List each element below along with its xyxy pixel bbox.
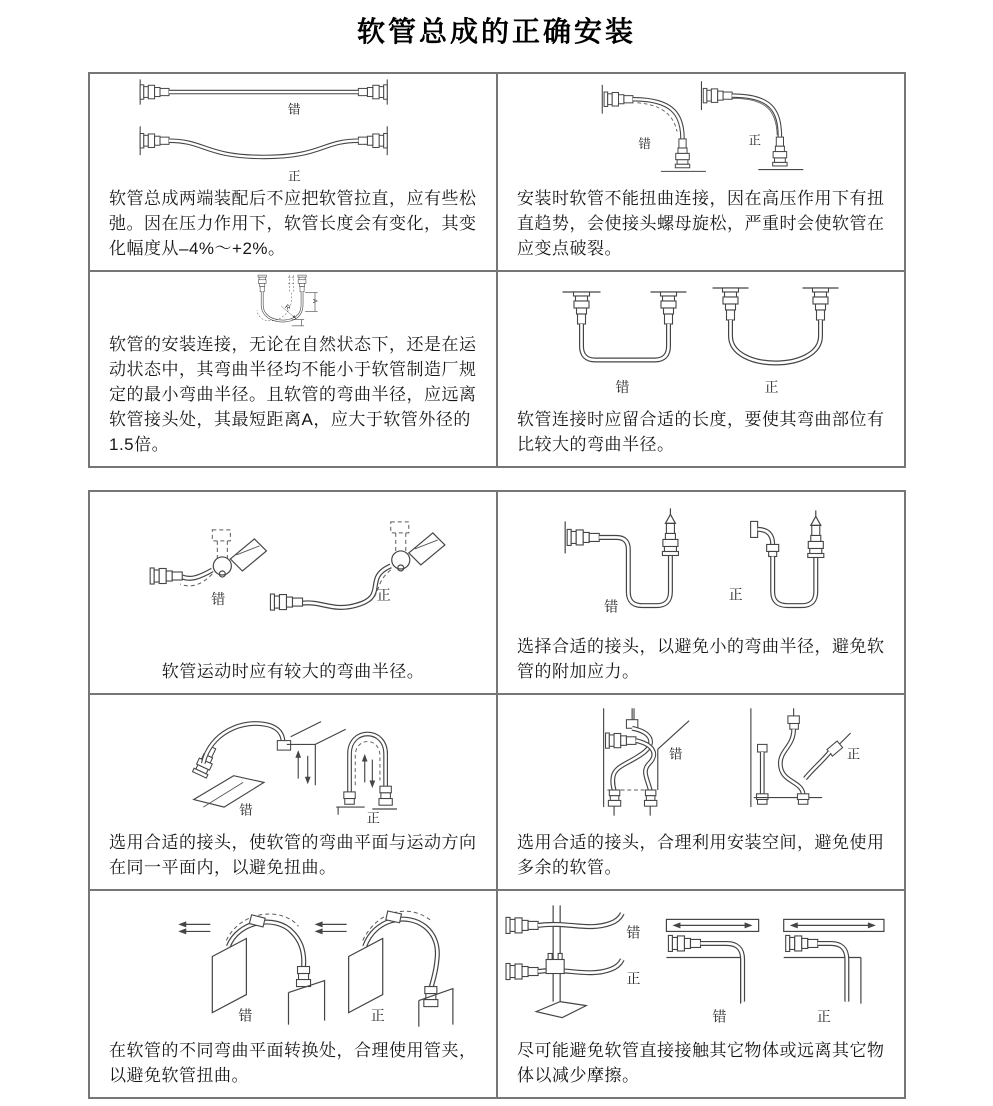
panel-no-twist xyxy=(497,73,905,271)
label-right: 正 xyxy=(366,810,380,826)
label-wrong: 错 xyxy=(638,136,651,151)
panel-no-stretch xyxy=(89,73,497,271)
diagram-bend-plane-vs-motion xyxy=(90,695,496,828)
panel-caption: 软管运动时应有较大的弯曲半径。 xyxy=(161,662,425,681)
diagram-elbow-fitting xyxy=(498,492,904,632)
label-wrong: 错 xyxy=(239,802,253,818)
label-right: 正 xyxy=(370,1007,385,1024)
panel-avoid-contact xyxy=(497,890,905,1098)
panel-caption: 软管总成两端装配后不应把软管拉直，应有些松弛。因在压力作用下，软管长度会有变化，其变化幅度从–4%～+2%。 xyxy=(109,189,477,258)
label-right: 正 xyxy=(288,169,301,184)
diagram-straight-vs-slack xyxy=(90,74,496,184)
label-wrong: 错 xyxy=(604,598,619,615)
label-wrong: 错 xyxy=(238,1007,253,1024)
panel-install-space xyxy=(497,694,905,890)
panel-caption: 在软管的不同弯曲平面转换处，合理使用管夹，以避免软管扭曲。 xyxy=(109,1041,477,1085)
label-right: 正 xyxy=(764,379,779,395)
label-right: 正 xyxy=(748,133,761,148)
label-right: 正 xyxy=(626,970,641,987)
diagram-tight-u-vs-round-u xyxy=(498,272,904,405)
dim-label-a: A xyxy=(310,298,318,304)
label-wrong: 错 xyxy=(669,746,683,762)
panel-use-clamps xyxy=(89,890,497,1098)
diagram-installation-space xyxy=(498,695,904,828)
label-right: 正 xyxy=(846,746,861,762)
label-wrong: 错 xyxy=(211,591,226,608)
radius-label-r: R xyxy=(283,303,292,312)
diagram-avoid-rubbing xyxy=(498,891,904,1036)
panel-choose-fitting xyxy=(497,491,905,694)
panel-caption: 软管的安装连接，无论在自然状态下，还是在运动状态中，其弯曲半径均不能小于软管制造厂规定的最小弯曲半径。且软管的弯曲半径，应远离软管接头处，其最短距离A，应大于软管外径的1.5倍。 xyxy=(109,335,477,454)
label-right: 正 xyxy=(376,587,391,604)
table-bottom xyxy=(88,490,906,1099)
panel-caption: 选用合适的接头，使软管的弯曲平面与运动方向在同一平面内，以避免扭曲。 xyxy=(109,833,477,877)
label-wrong: 错 xyxy=(615,379,630,395)
diagram-clamp-at-plane-change xyxy=(90,891,496,1036)
panel-min-bend-radius xyxy=(89,271,497,467)
panel-caption: 尽可能避免软管直接接触其它物体或远离其它物体以减少摩擦。 xyxy=(517,1041,885,1085)
diagram-bend-radius-dimension xyxy=(90,272,496,330)
label-wrong: 错 xyxy=(288,102,301,117)
table-top xyxy=(88,72,906,468)
panel-caption: 软管连接时应留合适的长度，要使其弯曲部位有比较大的弯曲半径。 xyxy=(517,410,885,454)
panel-motion-radius xyxy=(89,491,497,694)
label-wrong: 错 xyxy=(626,924,641,941)
panel-bend-plane-motion xyxy=(89,694,497,890)
diagram-twist-vs-no-twist xyxy=(498,74,904,184)
label-right: 正 xyxy=(728,586,743,603)
label-wrong: 错 xyxy=(712,1008,727,1025)
label-right: 正 xyxy=(816,1008,831,1025)
panel-proper-length xyxy=(497,271,905,467)
page-title: 软管总成的正确安装 xyxy=(356,16,636,47)
diagram-moving-joint xyxy=(90,492,496,657)
panel-caption: 选择合适的接头，以避免小的弯曲半径，避免软管的附加应力。 xyxy=(517,637,885,681)
panel-caption: 选用合适的接头，合理利用安装空间，避免使用多余的软管。 xyxy=(517,833,885,877)
panel-caption: 安装时软管不能扭曲连接，因在高压作用下有扭直趋势，会使接头螺母旋松，严重时会使软管在应变点破裂。 xyxy=(517,189,885,258)
